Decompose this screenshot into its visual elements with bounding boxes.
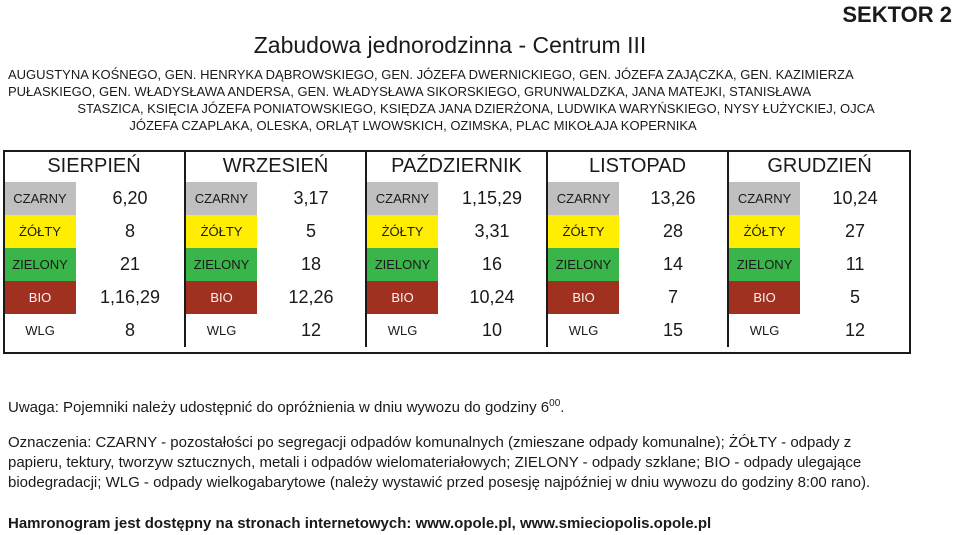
schedule-row xyxy=(4,314,910,347)
sector-label: SEKTOR 2 xyxy=(842,2,952,27)
note-end: . xyxy=(560,399,565,416)
collection-days: 10,24 xyxy=(469,287,515,307)
waste-type-label: ŻÓŁTY xyxy=(366,215,438,248)
collection-days: 8 xyxy=(125,320,136,340)
legend: Oznaczenia: CZARNY - pozostałości po segregacji odpadów komunalnych (zmieszane odpady komunalne); ŻÓŁTY - odpady z papieru, tektury, tworzyw sztucznych, metali i odpadów wielomateriałowych; ZIELONY - odpady szklane; BIO - odpady ulegające biodegradacji; WLG - odpady wielkogabarytowe (należy wystawić przed posesję najpóźniej w dniu wywozu do godziny 8:00 rano). xyxy=(8,434,871,491)
schedule-row xyxy=(4,182,910,215)
waste-type-label: ZIELONY xyxy=(4,248,76,281)
month-header: PAŹDZIERNIK xyxy=(366,150,547,182)
collection-days: 11 xyxy=(845,254,865,274)
waste-type-label: ZIELONY xyxy=(547,248,619,281)
collection-days: 18 xyxy=(301,254,322,274)
waste-type-label: BIO xyxy=(4,281,76,314)
waste-type-label: BIO xyxy=(185,281,257,314)
collection-days: 6,20 xyxy=(112,188,148,208)
note-sup: 00 xyxy=(549,398,561,409)
waste-type-label: CZARNY xyxy=(547,182,619,215)
waste-type-label: BIO xyxy=(366,281,438,314)
schedule-row xyxy=(4,248,910,281)
waste-type-label: ZIELONY xyxy=(185,248,257,281)
schedule-row xyxy=(4,215,910,248)
waste-type-label: ZIELONY xyxy=(366,248,438,281)
street-line: JÓZEFA CZAPLAKA, OLESKA, ORLĄT LWOWSKICH, OZIMSKA, PLAC MIKOŁAJA KOPERNIKA xyxy=(129,118,697,133)
street-line: PUŁASKIEGO, GEN. WŁADYSŁAWA ANDERSA, GEN. WŁADYSŁAWA SIKORSKIEGO, GRUNWALDZKA, JANA MATEJKI, STANISŁAWA xyxy=(8,84,812,99)
waste-type-label: ŻÓŁTY xyxy=(185,215,257,248)
collection-days: 3,31 xyxy=(474,221,510,241)
waste-type-label: WLG xyxy=(366,314,438,347)
schedule-row xyxy=(4,281,910,314)
waste-type-label: WLG xyxy=(728,314,800,347)
collection-days: 12 xyxy=(301,320,322,340)
street-list xyxy=(0,66,960,134)
collection-days: 13,26 xyxy=(650,188,696,208)
waste-type-label: ŻÓŁTY xyxy=(728,215,800,248)
month-header: WRZESIEŃ xyxy=(185,150,366,182)
waste-type-label: BIO xyxy=(728,281,800,314)
waste-type-label: WLG xyxy=(547,314,619,347)
collection-days: 21 xyxy=(119,254,141,274)
footer-websites: Hamronogram jest dostępny na stronach internetowych: www.opole.pl, www.smieciopolis.opole.pl xyxy=(8,515,712,532)
month-header-row xyxy=(4,150,910,182)
collection-days: 10,24 xyxy=(832,188,878,208)
month-header: LISTOPAD xyxy=(547,150,728,182)
collection-schedule-table xyxy=(4,150,910,347)
collection-days: 1,15,29 xyxy=(461,188,523,208)
collection-days: 10 xyxy=(482,320,503,340)
street-line: STASZICA, KSIĘCIA JÓZEFA PONIATOWSKIEGO, KSIĘDZA JANA DZIERŻONA, LUDWIKA WARYŃSKIEGO, NYSY ŁUŻYCKIEJ, OJCA xyxy=(77,101,875,116)
waste-type-label: CZARNY xyxy=(366,182,438,215)
collection-days: 27 xyxy=(845,221,866,241)
waste-type-label: WLG xyxy=(185,314,257,347)
collection-days: 12 xyxy=(845,320,866,340)
page-title: Zabudowa jednorodzinna - Centrum III xyxy=(253,32,647,58)
collection-days: 28 xyxy=(663,221,684,241)
month-header: SIERPIEŃ xyxy=(47,154,141,177)
collection-days: 5 xyxy=(306,221,317,241)
waste-type-label: CZARNY xyxy=(4,182,76,215)
collection-days: 7 xyxy=(668,287,679,307)
waste-type-label: BIO xyxy=(547,281,619,314)
waste-type-label: ŻÓŁTY xyxy=(4,215,76,248)
collection-days: 3,17 xyxy=(293,188,329,208)
collection-days: 16 xyxy=(482,254,503,274)
waste-type-label: ZIELONY xyxy=(728,248,800,281)
collection-days: 5 xyxy=(850,287,861,307)
collection-days: 8 xyxy=(125,221,136,241)
collection-days: 1,16,29 xyxy=(99,287,161,307)
collection-days: 12,26 xyxy=(288,287,334,307)
month-header: GRUDZIEŃ xyxy=(728,150,910,182)
waste-type-label: WLG xyxy=(4,314,76,347)
waste-type-label: CZARNY xyxy=(728,182,800,215)
waste-type-label: ŻÓŁTY xyxy=(547,215,619,248)
street-line: AUGUSTYNA KOŚNEGO, GEN. HENRYKA DĄBROWSKIEGO, GEN. JÓZEFA DWERNICKIEGO, GEN. JÓZEFA ZAJĄCZKA, GEN. KAZIMIERZA xyxy=(8,67,854,82)
note-text: Uwaga: Pojemniki należy udostępnić do opróżnienia w dniu wywozu do godziny 6 xyxy=(8,399,550,416)
note xyxy=(8,398,564,416)
waste-type-label: CZARNY xyxy=(185,182,257,215)
collection-days: 14 xyxy=(663,254,684,274)
collection-days: 15 xyxy=(663,320,684,340)
